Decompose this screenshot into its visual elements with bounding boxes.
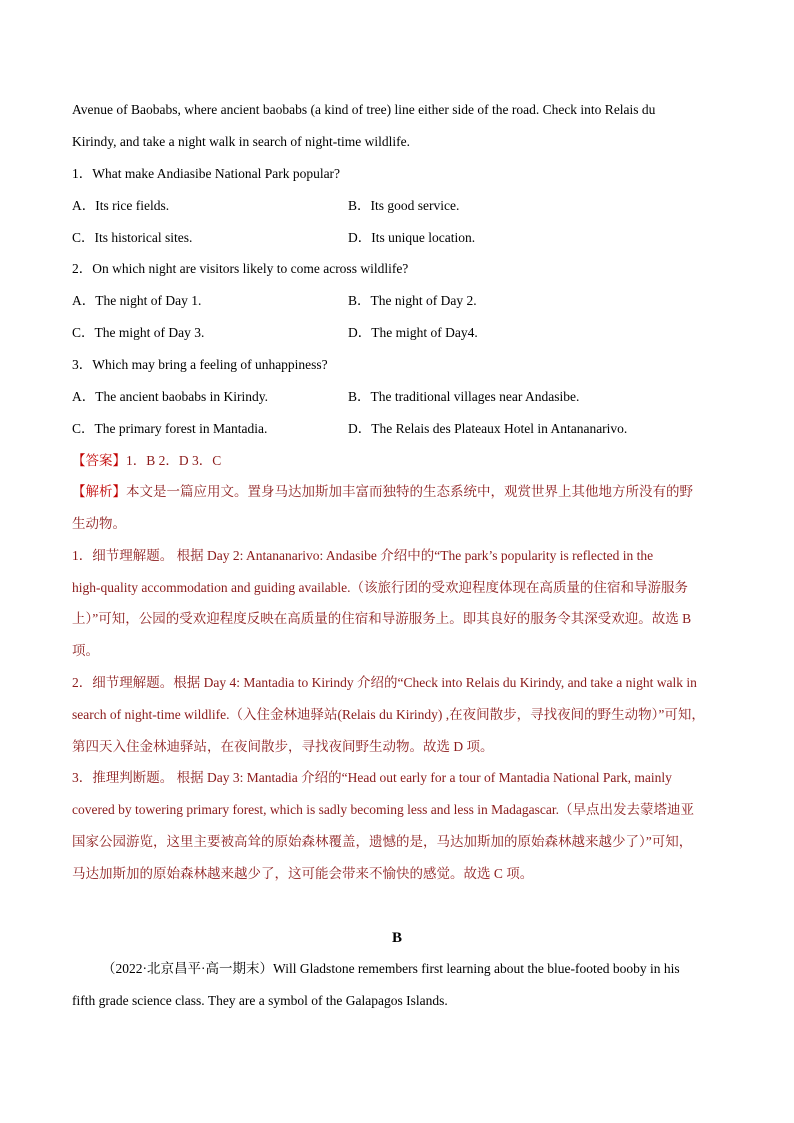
analysis-line: 生动物。 <box>72 516 126 531</box>
answer-tag: 【答案】 <box>72 453 126 468</box>
analysis-line: 2．细节理解题。根据 Day 4: Mantadia to Kirindy 介绍的“Check into Relais du Kirindy, and take a night walk in <box>72 675 697 690</box>
option-d: D．Its unique location. <box>348 230 476 245</box>
analysis-line: 国家公园游览，这里主要被高耸的原始森林覆盖，遗憾的是，马达加斯加的原始森林越来越少了）”可知， <box>72 834 693 849</box>
passage-line: Avenue of Baobabs, where ancient baobabs (a kind of tree) line either side of the road. Check into Relais du <box>72 102 656 117</box>
option-c: C．The might of Day 3. <box>72 325 205 340</box>
answer-line <box>72 451 221 471</box>
passage-line: fifth grade science class. They are a symbol of the Galapagos Islands. <box>72 993 448 1008</box>
passage-line: Kirindy, and take a night walk in search of night-time wildlife. <box>72 134 411 149</box>
analysis-tag: 【解析】 <box>72 484 126 499</box>
analysis-line: covered by towering primary forest, which is sadly becoming less and less in Madagascar.（早点出发去蒙塔迪亚 <box>72 802 694 817</box>
passage-line: （2022·北京昌平·高一期末）Will Gladstone remembers first learning about the blue-footed booby in his <box>102 961 680 976</box>
section-heading: B <box>391 930 402 946</box>
option-a: A．The night of Day 1. <box>72 293 202 308</box>
option-b: B．The night of Day 2. <box>348 293 477 308</box>
option-c: C．The primary forest in Mantadia. <box>72 421 268 436</box>
analysis-line: 1．细节理解题。 根据 Day 2: Antananarivo: Andasibe 介绍中的“The park’s popularity is reflected in the <box>72 548 654 563</box>
option-a: A．The ancient baobabs in Kirindy. <box>72 389 268 404</box>
answer-text: 1．B 2．D 3．C <box>126 453 222 468</box>
analysis-line: 马达加斯加的原始森林越来越少了，这可能会带来不愉快的感觉。故选 C 项。 <box>72 866 534 881</box>
analysis-line: search of night-time wildlife.（入住金林迪驿站(Relais du Kirindy) ,在夜间散步，寻找夜间的野生动物）”可知， <box>72 707 705 722</box>
option-a: A．Its rice fields. <box>72 198 170 213</box>
analysis-line <box>72 482 693 502</box>
option-b: B．The traditional villages near Andasibe. <box>348 389 580 404</box>
option-b: B．Its good service. <box>348 198 460 213</box>
analysis-intro: 本文是一篇应用文。置身马达加斯加丰富而独特的生态系统中，观赏世界上其他地方所没有的野 <box>126 484 693 499</box>
option-d: D．The might of Day4. <box>348 325 478 340</box>
analysis-line: 3．推理判断题。 根据 Day 3: Mantadia 介绍的“Head out early for a tour of Mantadia National Park, mainly <box>72 770 672 785</box>
question-stem: 1．What make Andiasibe National Park popular? <box>72 166 341 181</box>
analysis-line: 项。 <box>72 643 99 658</box>
option-c: C．Its historical sites. <box>72 230 193 245</box>
question-stem: 2．On which night are visitors likely to come across wildlife? <box>72 261 409 276</box>
analysis-line: 上）”可知，公园的受欢迎程度反映在高质量的住宿和导游服务上。即其良好的服务令其深受欢迎。故选 B <box>72 611 692 626</box>
option-d: D．The Relais des Plateaux Hotel in Antananarivo. <box>348 421 628 436</box>
question-stem: 3．Which may bring a feeling of unhappiness? <box>72 357 328 372</box>
analysis-line: high-quality accommodation and guiding available.（该旅行团的受欢迎程度体现在高质量的住宿和导游服务 <box>72 580 689 595</box>
analysis-line: 第四天入住金林迪驿站，在夜间散步，寻找夜间野生动物。故选 D 项。 <box>72 739 494 754</box>
